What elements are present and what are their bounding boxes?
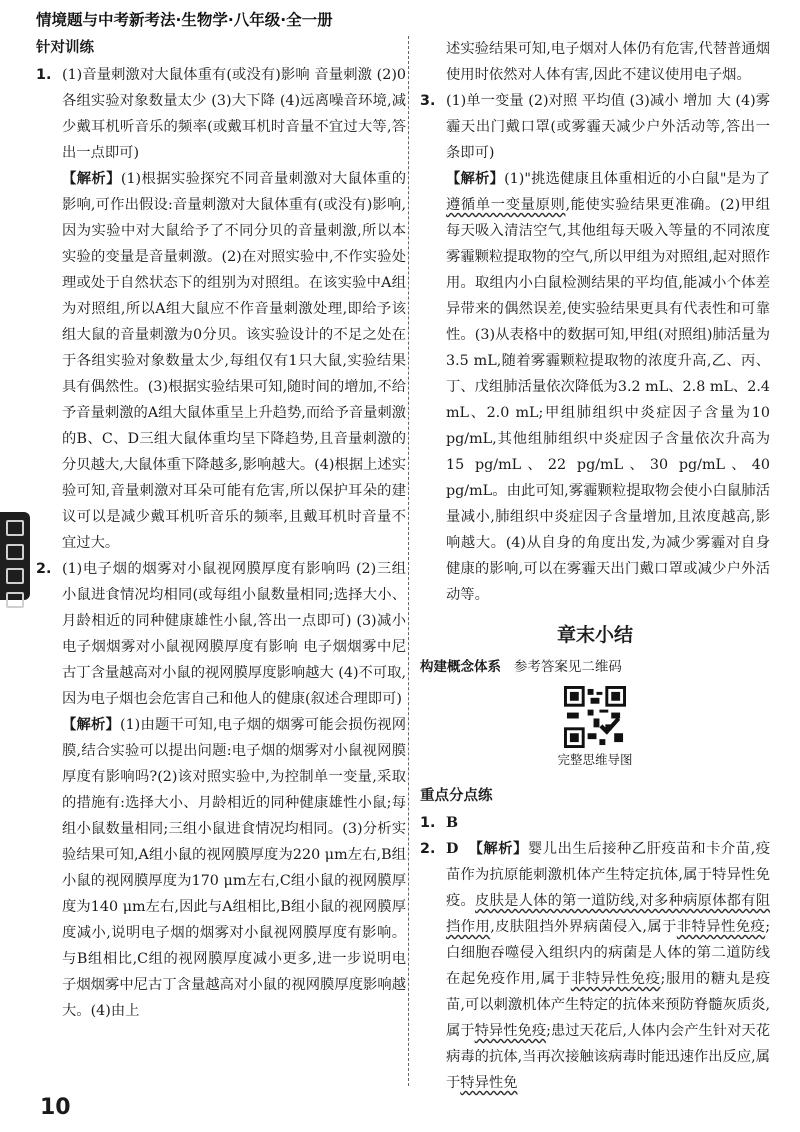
section-title-training: 针对训练 (36, 40, 94, 56)
column-divider (408, 36, 409, 1086)
analysis-text: ;白细胞吞噬侵入组织内的病菌是人体的第二道防线在起免疫作用,属于 (446, 919, 771, 987)
analysis-paragraph (62, 166, 406, 556)
qr-code-icon[interactable] (564, 686, 626, 748)
question-3 (420, 88, 770, 608)
concept-label: 构建概念体系 (420, 659, 501, 675)
left-column (36, 36, 406, 1024)
question-number: 2. (420, 841, 436, 857)
chapter-summary-title: 章末小结 (556, 624, 633, 646)
analysis-text: ,能使实验结果更准确。(2)甲组每天吸入清洁空气,其他组每天吸入等量的不同浓度雾霾颗粒提取物的空气,所以甲组为对照组,起对照作用。取组内小白鼠检测结果的平均值,能减小个体差异带来的偶然误差,使实验结果更具有代表性和可靠性。(3)从表格中的数据可知,甲组(对照组)肺活量为3.5 mL,随着雾霾颗粒提取物的浓度升高,乙、丙、丁、戊组肺活量依次降低为3.2 mL、2.8 mL、2.4 mL、2.0 mL;甲组肺组织中炎症因子含量为10 pg/mL,其他组肺组织中炎症因子含量依次升高为15 pg/mL、22 pg/mL、30 pg/mL、40 pg/mL。由此可知,雾霾颗粒提取物会使小白鼠肺活量减小,肺组织中炎症因子含量增加,且浓度越高,影响越大。(4)从自身的角度出发,为减少雾霾对自身健康的影响,可以在雾霾天出门戴口罩或减少户外活动等。 (446, 197, 771, 603)
right-column (420, 36, 770, 1096)
underlined-phrase: 特异性免 (460, 1075, 518, 1091)
analysis-label: 【解析】 (62, 171, 121, 187)
analysis-paragraph (446, 166, 770, 608)
underlined-phrase: 遵循单一变量原则 (446, 197, 566, 213)
analysis-label: 【解析】 (468, 841, 528, 857)
question-2 (36, 556, 406, 1024)
question-number: 2. (36, 561, 52, 577)
answer-text: (1)音量刺激对大鼠体重有(或没有)影响 音量刺激 (2)0 各组实验对象数量太少 (3)大下降 (4)远离噪音环境,减少戴耳机听音乐的频率(或戴耳机时音量不宜过大等,答出一点即可) (62, 67, 406, 161)
answer-text: (1)电子烟的烟雾对小鼠视网膜厚度有影响吗 (2)三组小鼠进食情况均相同(或每组小鼠数量相同;选择大小、月龄相近的同种健康雄性小鼠,答出一点即可) (3)减小 电子烟烟雾对小鼠视网膜厚度有影响 电子烟烟雾中尼古丁含量越高对小鼠的视网膜厚度影响越大 (4)不可取,因为电子烟也会危害自己和他人的健康(叙述合理即可) (62, 561, 406, 707)
tab-mark-icon (6, 568, 24, 584)
concept-system-row (420, 656, 770, 678)
answer-text: (1)单一变量 (2)对照 平均值 (3)减小 增加 大 (4)雾霾天出门戴口罩(或雾霾天减少户外活动等,答出一条即可) (446, 93, 770, 161)
analysis-text: 婴儿出生后接种乙肝疫苗和卡介苗,疫苗作为抗原能刺激机体产生特定抗体,属于特异性免疫。 (446, 841, 771, 909)
page-number: 10 (40, 1095, 71, 1120)
analysis-text: 述实验结果可知,电子烟对人体仍有危害,代替普通烟使用时依然对人体有害,因此不建议使用电子烟。 (446, 41, 770, 83)
tab-mark-icon (6, 544, 24, 560)
practice-2 (420, 836, 770, 1096)
analysis-text: ,皮肤阻挡外界病菌侵入,属于 (490, 919, 677, 935)
answer-text (446, 810, 770, 836)
answer-choice: D (446, 841, 459, 857)
practice-1 (420, 810, 770, 836)
tab-mark-icon (6, 592, 24, 608)
question-number: 1. (420, 815, 436, 831)
question-number: 3. (420, 93, 436, 109)
analysis-text: ;服用的糖丸是疫苗,可以刺激机体产生特定的抗体来预防脊髓灰质炎,属于 (446, 971, 771, 1039)
question-1 (36, 62, 406, 556)
analysis-label: 【解析】 (446, 171, 505, 187)
analysis-text: (1)根据实验探究不同音量刺激对大鼠体重的影响,可作出假设:音量刺激对大鼠体重有(或没有)影响,因为实验中对大鼠给予了不同分贝的音量刺激,所以本实验的变量是音量刺激。(2)在对照实验中,不作实验处理或处于自然状态下的组别为对照组。在该实验中A组为对照组,所以A组大鼠应不作音量刺激处理,即给予该组大鼠的音量刺激为0分贝。该实验设计的不足之处在于各组实验对象数量太少,每组仅有1只大鼠,实验结果具有偶然性。(3)根据实验结果可知,随时间的增加,不给予音量刺激的A组大鼠体重呈上升趋势,而给予音量刺激的B、C、D三组大鼠体重均呈下降趋势,且音量刺激的分贝越大,大鼠体重下降越多,影响越大。(4)根据上述实验可知,音量刺激对耳朵可能有危害,所以保护耳朵的建议可以是减少戴耳机听音乐的频率,且戴耳机时音量不宜过大。 (62, 171, 407, 551)
underlined-phrase: 特异性免疫 (474, 1023, 547, 1039)
qr-caption: 完整思维导图 (557, 752, 633, 767)
question-2-continued (420, 36, 770, 88)
section-title-practice: 重点分点练 (420, 788, 493, 804)
concept-text: 参考答案见二维码 (513, 659, 622, 675)
analysis-paragraph (62, 712, 406, 1024)
analysis-text: (1)"挑选健康且体重相近的小白鼠"是为了 (504, 171, 770, 187)
analysis-paragraph (446, 836, 770, 1096)
running-header: 情境题与中考新考法·生物学·八年级·全一册 (36, 11, 333, 29)
analysis-text: (1)由题干可知,电子烟的烟雾可能会损伤视网膜,结合实验可以提出问题:电子烟的烟雾对小鼠视网膜厚度有影响吗?(2)该对照实验中,为控制单一变量,采取的措施有:选择大小、月龄相近的同种健康雄性小鼠;每组小鼠数量相同;三组小鼠进食情况均相同。(3)分析实验结果可知,A组小鼠的视网膜厚度为220 μm左右,B组小鼠的视网膜厚度为170 μm左右,C组小鼠的视网膜厚度为140 μm左右,因此与A组相比,B组小鼠的视网膜厚度减小,说明电子烟的烟雾对小鼠视网膜厚度有影响。与B组相比,C组的视网膜厚度减小更多,进一步说明电子烟烟雾中尼古丁含量越高对小鼠的视网膜厚度影响越大。(4)由上 (62, 717, 406, 1019)
underlined-phrase: 非特异性免疫 (676, 919, 766, 935)
analysis-text: ;患过天花后,人体内会产生针对天花病毒的抗体,当再次接触该病毒时能迅速作出反应,属于 (446, 1023, 771, 1091)
underlined-phrase: 皮肤是人体的第一道防线,对多种病原体都有阻挡作用 (446, 893, 771, 935)
underlined-phrase: 非特异性免疫 (570, 971, 661, 987)
analysis-label: 【解析】 (62, 717, 120, 733)
answer-choice: B (446, 815, 459, 831)
chapter-side-tab (0, 512, 30, 600)
question-number: 1. (36, 67, 52, 83)
tab-mark-icon (6, 520, 24, 536)
